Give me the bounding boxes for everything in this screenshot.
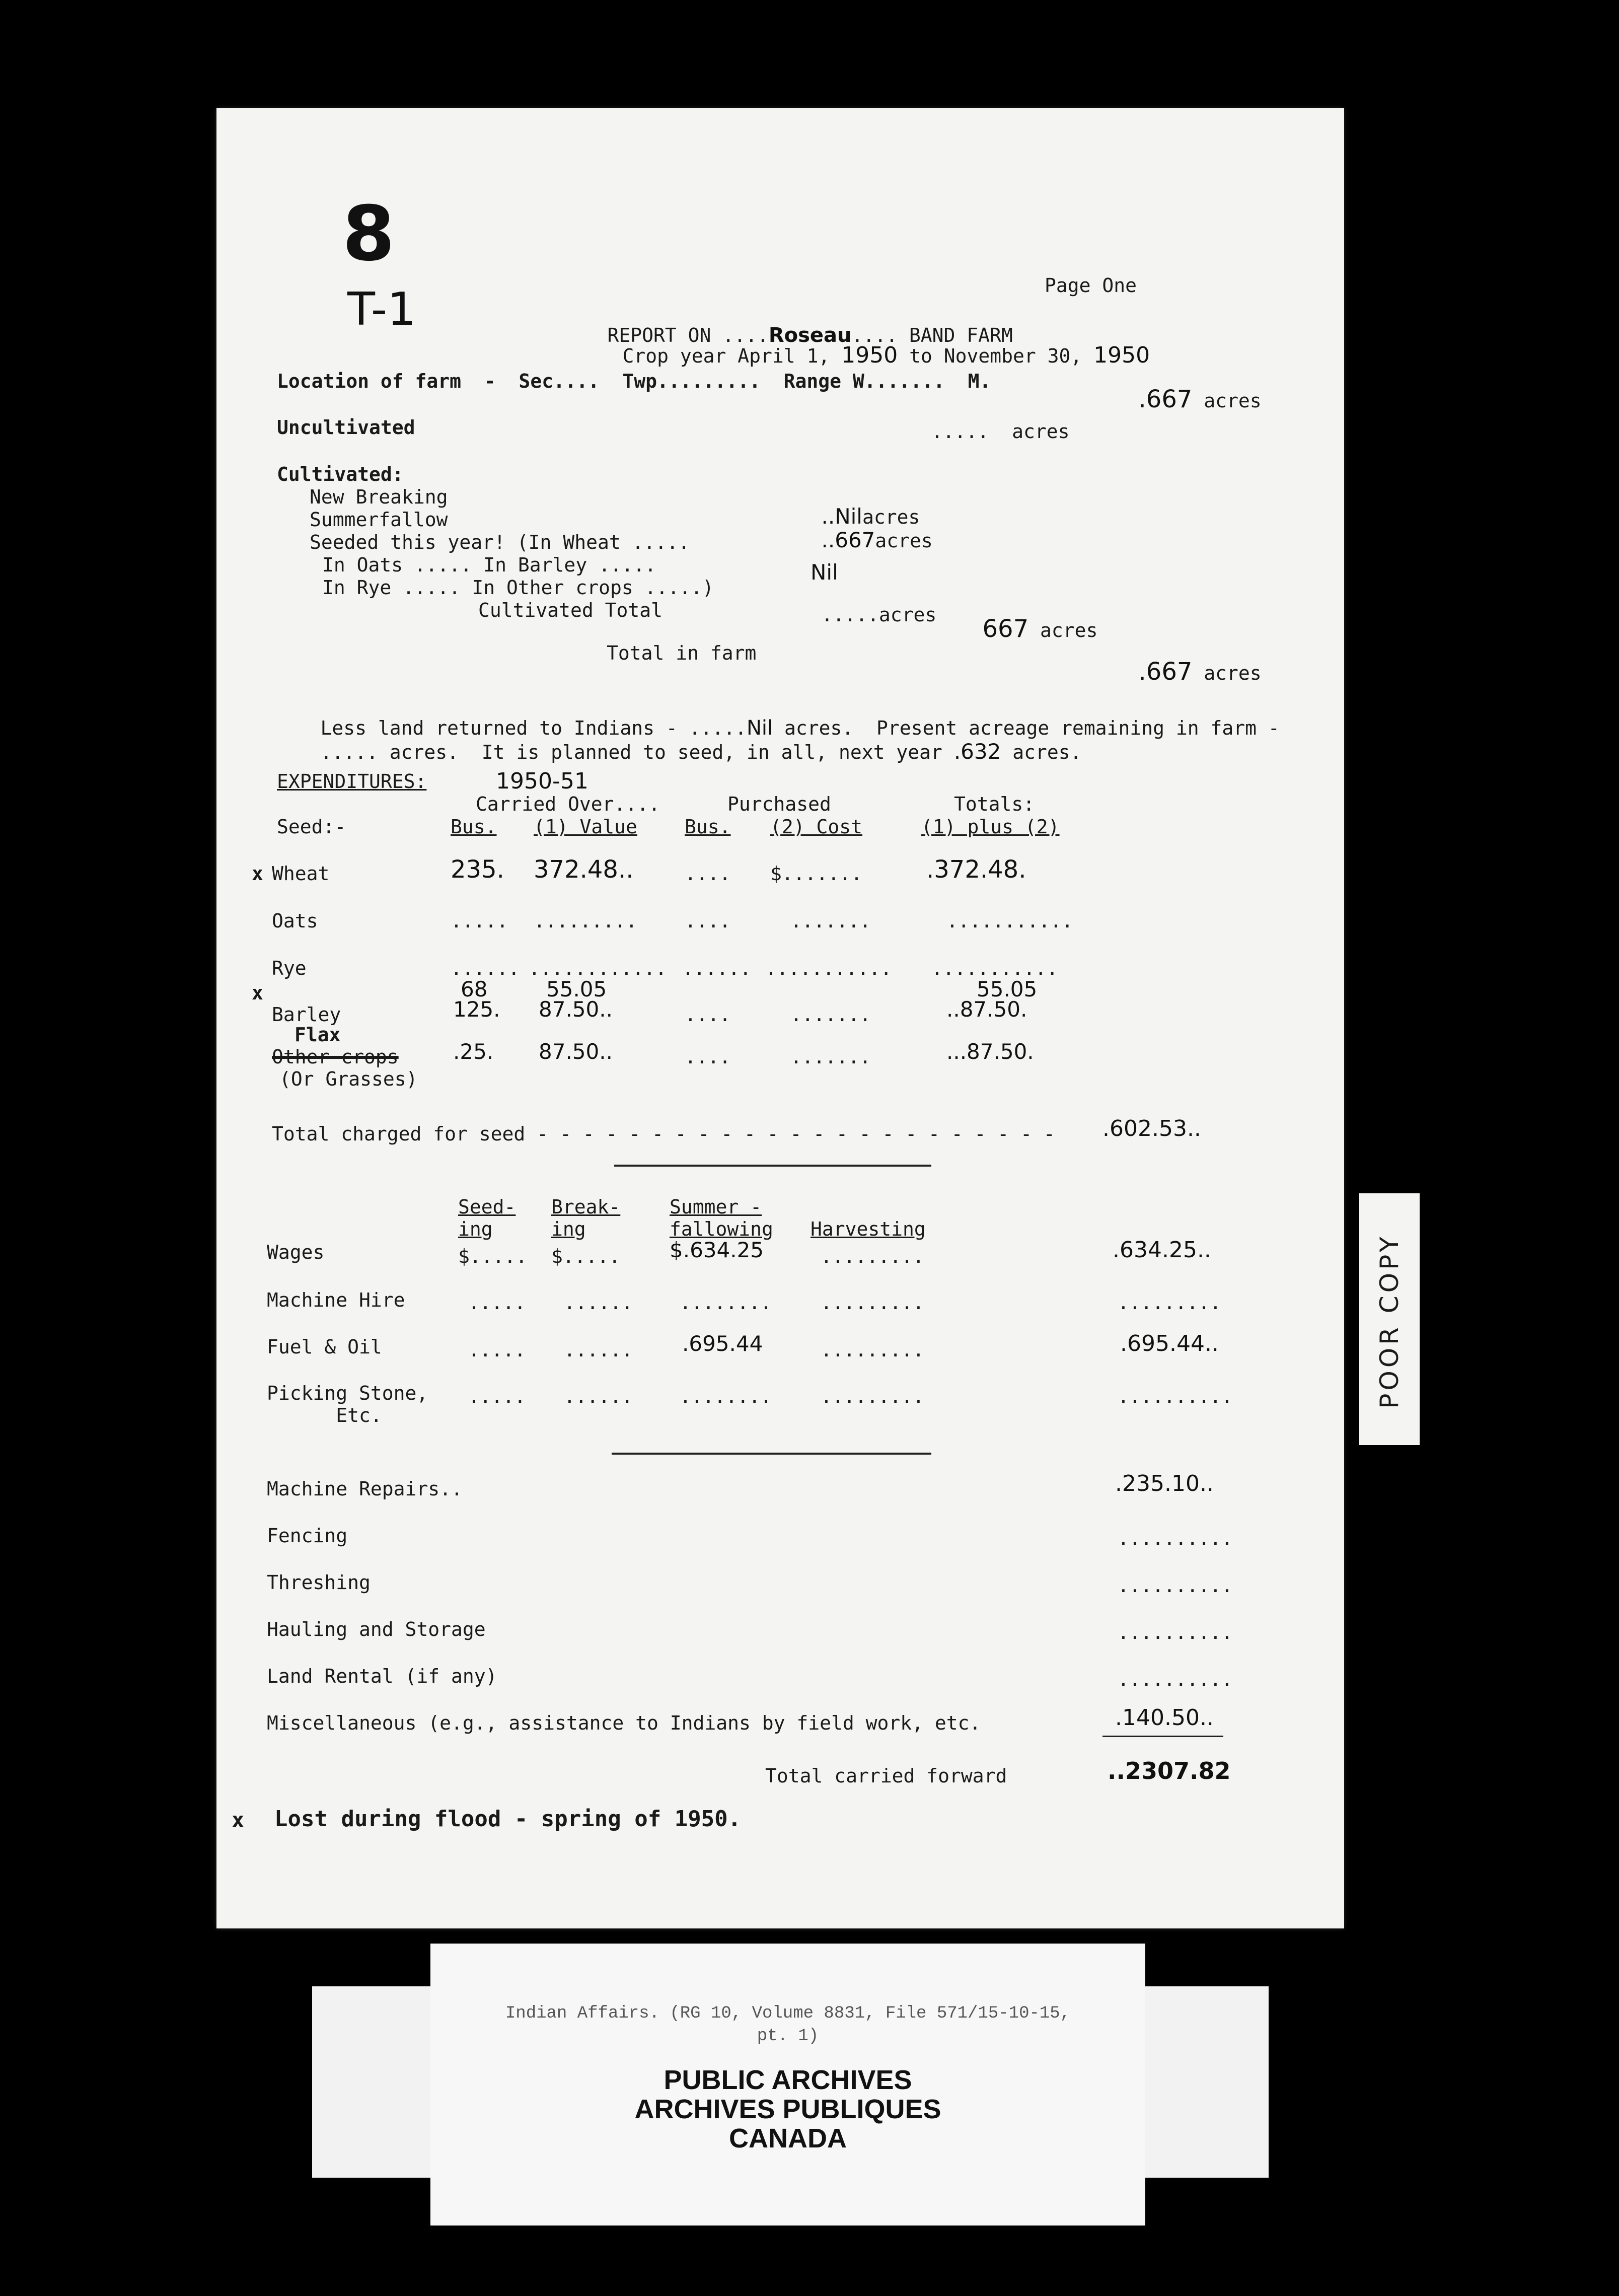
expense-label: Miscellaneous (e.g., assistance to Indians by field work, etc. [267,1712,981,1734]
file-mark: T-1 [347,283,416,336]
archive-label [430,1944,1145,2226]
row-total: ........... [946,910,1073,932]
expense-label: Fencing [267,1525,348,1547]
row-value: ......... [534,910,637,932]
seeded-oats-label: In Oats ..... In Barley ..... [322,554,656,576]
row-seeding: ..... [468,1385,526,1407]
row-value: 372.48.. [534,855,634,884]
seeded-rye-label: In Rye ..... In Other crops .....) [322,577,714,599]
divider [1102,1736,1223,1737]
col-total: (1) plus (2) [921,816,1060,838]
col-breaking: Break- ing [551,1196,621,1240]
seeded-value: Nil [811,560,838,585]
footnote: Lost during flood - spring of 1950. [274,1806,742,1832]
row-bus: ..... [451,910,508,932]
row-bus2: ...... [682,957,752,979]
archive-reference-line1: Indian Affairs. (RG 10, Volume 8831, File 571/15-10-15, [505,2004,1071,2023]
row-crop: Barley [272,1003,341,1026]
crop-year: Crop year April 1, 1950 to November 30, 1950 [622,342,1150,368]
row-cost: ....... [790,1003,871,1026]
total-in-farm-label: Total in farm [607,642,757,664]
row-harvest: ......... [821,1245,924,1267]
flax-handwritten: Flax [295,1024,341,1046]
barley-total-a: 55.05 [977,977,1038,1001]
totals-heading: Totals: [954,793,1035,815]
col-bus-1: Bus. [451,816,497,838]
row-summer: $.634.25 [670,1238,764,1262]
divider [612,1453,931,1455]
col-summerfallow: Summer - fallowing [670,1196,773,1240]
col-cost: (2) Cost [770,816,863,838]
total-in-farm-value: .667 acres [1138,658,1262,686]
row-crop: Oats [272,910,318,932]
archive-title-fr: ARCHIVES PUBLIQUES [634,2094,941,2124]
carried-over-heading: Carried Over.... [476,793,660,815]
expense-value: .140.50.. [1115,1705,1214,1731]
row-bus2: .... [685,1003,731,1026]
expense-value: .......... [1118,1527,1233,1549]
expense-label: Hauling and Storage [267,1618,486,1640]
poor-copy-text: POOR COPY [1375,1234,1404,1409]
row-breaking: $..... [551,1245,621,1267]
row-seeding: ..... [468,1292,526,1314]
new-breaking-label: New Breaking [310,486,448,508]
expense-label: Land Rental (if any) [267,1665,497,1687]
archive-title-en: PUBLIC ARCHIVES [664,2065,912,2095]
flax-value: 87.50.. [539,1039,613,1064]
row-bus: 235. [451,855,504,884]
col-bus-2: Bus. [685,816,731,838]
col-seeding: Seed- ing [458,1196,516,1240]
row-cost: $....... [770,863,863,885]
expense-value: .235.10.. [1115,1471,1214,1496]
flax-bus: .25. [453,1039,494,1064]
cultivated-label: Cultivated: [277,463,404,485]
row-harvest: ......... [821,1385,924,1407]
row-value: ............ [529,957,667,979]
new-breaking-value: ..Nilacres [821,504,920,529]
cultivated-total-value: 667 acres [982,615,1098,643]
purchased-heading: Purchased [727,793,831,815]
carried-forward-label: Total carried forward [765,1765,1007,1787]
barley-value-a: 55.05 [546,977,607,1001]
row-crop: Wheat [272,863,330,885]
archive-reference-line2: pt. 1) [757,2027,819,2046]
expenditures-year: 1950-51 [496,768,588,794]
expense-value: .......... [1118,1574,1233,1597]
divider [614,1165,931,1167]
row-total: .695.44.. [1120,1331,1219,1356]
row-summer: ........ [680,1385,772,1407]
row-bus2: .... [685,910,731,932]
barley-bus-b: 125. [453,997,500,1022]
seeded-acres: .....acres [821,604,937,626]
summerfallow-value: ..667acres [821,528,933,552]
expenditures-title: EXPENDITURES: [277,770,427,793]
row-label: Fuel & Oil [267,1336,382,1358]
uncultivated-label: Uncultivated [277,416,415,439]
barley-value-b: 87.50.. [539,997,613,1022]
row-total: .372.48. [926,855,1026,884]
row-summer: .695.44 [682,1331,763,1356]
band-name: Roseau [768,324,852,347]
expense-label: Threshing [267,1571,371,1594]
row-bus2: .... [685,863,731,885]
grasses-label: (Or Grasses) [279,1068,418,1090]
archive-country: CANADA [729,2123,847,2154]
col-harvesting: Harvesting [811,1218,926,1240]
carried-forward-value: ..2307.82 [1108,1757,1231,1784]
location-label: Location of farm - Sec.... Twp......... Range W....... M. [277,370,991,392]
top-mark: 8 [342,190,395,278]
page-number: Page One [1045,274,1137,297]
summerfallow-label: Summerfallow [310,509,448,531]
seeded-label: Seeded this year! (In Wheat ..... [310,531,690,553]
document-page [216,108,1344,1928]
row-total: ........... [931,957,1058,979]
row-mark: x [252,982,263,1004]
row-cost: ........... [765,957,892,979]
row-label: Wages [267,1241,325,1263]
row-breaking: ...... [564,1385,633,1407]
barley-bus-a: 68 [461,977,488,1001]
row-summer: ........ [680,1292,772,1314]
less-land-line1: Less land returned to Indians - .....Nil acres. Present acreage remaining in farm - [320,716,1280,740]
report-title: REPORT ON ....Roseau.... BAND FARM [607,324,1013,347]
row-bus2: .... [685,1046,731,1068]
uncultivated-acres: ..... acres [931,420,1070,443]
row-label: Machine Hire [267,1289,405,1311]
row-breaking: ...... [564,1339,633,1361]
cultivated-total-label: Cultivated Total [478,599,663,621]
footnote-mark: x [232,1808,245,1832]
row-bus: ...... [451,957,520,979]
row-label: Picking Stone, Etc. [267,1382,428,1426]
expense-value: .......... [1118,1621,1233,1643]
row-seeding: $..... [458,1245,528,1267]
row-crop: Rye [272,957,307,979]
row-cost: ....... [790,1046,871,1068]
row-harvest: ......... [821,1292,924,1314]
barley-total-b: ..87.50. [946,997,1027,1022]
row-breaking: ...... [564,1292,633,1314]
expense-label: Machine Repairs.. [267,1478,463,1500]
flax-total: ...87.50. [946,1039,1034,1064]
flax-typed-crossed: Other crops [272,1046,399,1068]
row-total: ......... [1118,1292,1221,1314]
col-value: (1) Value [534,816,637,838]
row-total: .......... [1118,1385,1233,1407]
row-harvest: ......... [821,1339,924,1361]
seed-total-label: Total charged for seed - - - - - - - - - - - - - - - - - - - - - - - [272,1123,1055,1145]
row-seeding: ..... [468,1339,526,1361]
location-value: .667 acres [1138,385,1262,413]
expense-value: .......... [1118,1668,1233,1690]
row-cost: ....... [790,910,871,932]
seed-total-value: .602.53.. [1102,1116,1201,1141]
poor-copy-stamp [1359,1193,1420,1445]
row-mark: x [252,863,263,885]
row-total: .634.25.. [1113,1237,1211,1263]
less-land-line2: ..... acres. It is planned to seed, in all, next year .632 acres. [320,739,1082,764]
seed-label: Seed:- [277,816,346,838]
